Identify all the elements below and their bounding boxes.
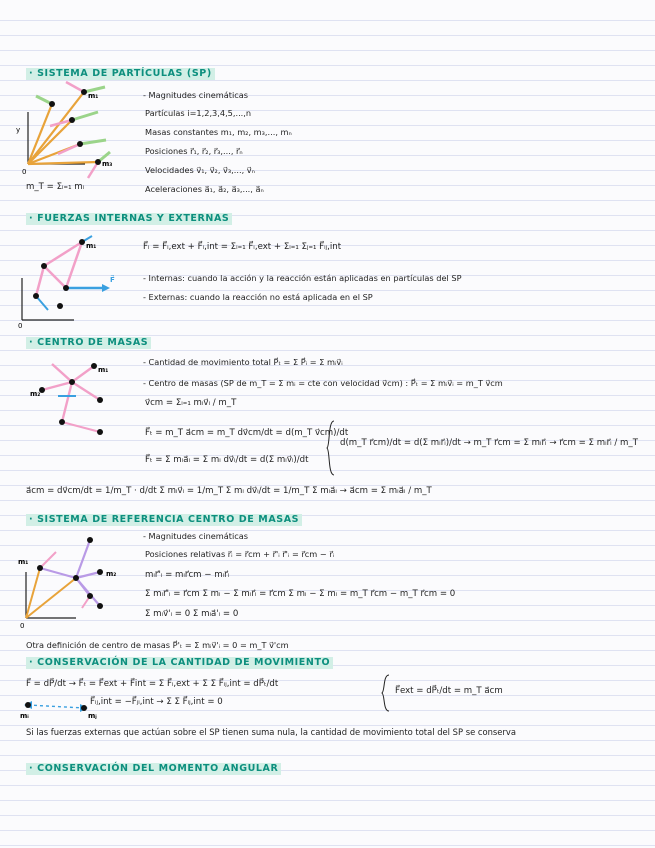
svg-text:m₃: m₃ (102, 160, 113, 168)
svg-text:m₂: m₂ (30, 390, 41, 398)
svg-text:m₁: m₁ (88, 92, 99, 100)
brace (326, 420, 336, 476)
s3-rcm-derivation: d(m_T r⃗cm)/dt = d(Σ mᵢr⃗ᵢ)/dt → m_T r⃗cm = Σ mᵢr⃗ᵢ → r⃗cm = Σ mᵢr⃗ᵢ / m_T (340, 438, 638, 448)
s1-particles: Partículas i=1,2,3,4,5,...,n (145, 108, 252, 118)
s4-mi-ri: mᵢr⃗'ᵢ = mᵢr⃗cm − mᵢr⃗ᵢ (145, 570, 230, 580)
total-mass-formula: m_T = Σᵢ₌₁ mᵢ (26, 182, 85, 192)
section-title-centro-masas: · CENTRO DE MASAS (26, 337, 151, 349)
s2-force-equation: F⃗ᵢ = F⃗ᵢ,ext + F⃗ᵢ,int = Σᵢ₌₁ F⃗ᵢ,ext + Σᵢ₌₁ Σⱼ₌₁ F⃗ᵢⱼ,int (143, 242, 342, 252)
svg-text:y: y (16, 126, 21, 134)
s1-positions: Posiciones r⃗₁, r⃗₂, r⃗₃,..., r⃗ₙ (145, 146, 243, 156)
s1-accelerations: Aceleraciones a⃗₁, a⃗₂, a⃗₃,..., a⃗ₙ (145, 184, 264, 194)
s4-sum-mi-ri: Σ mᵢr⃗'ᵢ = r⃗cm Σ mᵢ − Σ mᵢr⃗ᵢ = r⃗cm Σ mᵢ − Σ mᵢ = m_T r⃗cm − m_T r⃗cm = 0 (145, 589, 456, 599)
s2-external-forces: - Externas: cuando la reacción no está aplicada en el SP (143, 292, 373, 302)
s4-relative-positions: Posiciones relativas r⃗ᵢ = r⃗cm + r⃗'ᵢ r⃗'ᵢ = r⃗cm − r⃗ᵢ (145, 549, 335, 559)
svg-text:0: 0 (18, 322, 23, 330)
forces-diagram (14, 228, 134, 328)
svg-text:0: 0 (20, 622, 25, 630)
s1-kinematics-heading: - Magnitudes cinemáticas (143, 90, 249, 100)
svg-text:F⃗: F⃗ (110, 276, 115, 284)
s3-total-momentum: - Cantidad de movimiento total P⃗ₜ = Σ P⃗ᵢ = Σ mᵢv⃗ᵢ (143, 357, 343, 367)
section-title-referencia-cm: · SISTEMA DE REFERENCIA CENTRO DE MASAS (26, 514, 302, 526)
section-title-fuerzas: · FUERZAS INTERNAS Y EXTERNAS (26, 213, 232, 225)
center-of-mass-diagram (22, 352, 140, 442)
s4-sum-vi-ai: Σ mᵢv⃗'ᵢ = 0 Σ mᵢa⃗'ᵢ = 0 (145, 609, 239, 619)
svg-text:m₁: m₁ (18, 558, 29, 566)
s3-ft-cm: F⃗ₜ = m_T a⃗cm = m_T dv⃗cm/dt = d(m_T v⃗cm)/dt (145, 428, 349, 438)
s5-action-reaction: F⃗ᵢⱼ,int = −F⃗ⱼᵢ,int → Σ Σ F⃗ᵢⱼ,int = 0 (90, 697, 223, 707)
s3-acm: a⃗cm = dv⃗cm/dt = 1/m_T · d/dt Σ mᵢv⃗ᵢ = 1/m_T Σ mᵢ dv⃗ᵢ/dt = 1/m_T Σ mᵢa⃗ᵢ → a⃗cm = Σ mᵢa⃗ᵢ / m_T (26, 486, 432, 496)
s3-center-of-mass-def: - Centro de masas (SP de m_T = Σ mᵢ = cte con velocidad v⃗cm) : P⃗ₜ = Σ mᵢv⃗ᵢ = m_T v⃗cm (143, 378, 503, 388)
svg-text:mᵢ: mᵢ (20, 712, 29, 720)
s4-kinematics-heading: - Magnitudes cinemáticas (143, 531, 249, 541)
section-title-sistema-particulas: · SISTEMA DE PARTÍCULAS (SP) (26, 68, 215, 80)
s1-masses: Masas constantes m₁, m₂, m₃,..., mₙ (145, 127, 292, 137)
svg-text:0: 0 (22, 168, 27, 176)
s2-internal-forces: - Internas: cuando la acción y la reacción están aplicadas en partículas del SP (143, 273, 462, 283)
svg-text:m₁: m₁ (98, 366, 109, 374)
brace (381, 674, 391, 712)
s4-other-definition: Otra definición de centro de masas P⃗'ₜ = Σ mᵢv⃗'ᵢ = 0 = m_T v⃗'cm (26, 640, 289, 650)
svg-text:mⱼ: mⱼ (88, 712, 97, 720)
particle-system-diagram (10, 82, 130, 192)
cm-reference-diagram (16, 532, 138, 632)
svg-text:m₁: m₁ (86, 242, 97, 250)
s3-ft-sum: F⃗ₜ = Σ mᵢa⃗ᵢ = Σ mᵢ dv⃗ᵢ/dt = d(Σ mᵢv⃗ᵢ)/dt (145, 455, 309, 465)
s5-fext: F⃗ext = dP⃗ₜ/dt = m_T a⃗cm (395, 686, 503, 696)
s1-velocities: Velocidades v⃗₁, v⃗₂, v⃗₃,..., v⃗ₙ (145, 165, 255, 175)
section-title-momento-angular: · CONSERVACIÓN DEL MOMENTO ANGULAR (26, 763, 281, 775)
s3-vcm: v⃗cm = Σᵢ₌₁ mᵢv⃗ᵢ / m_T (145, 398, 237, 408)
s5-conservation-statement: Si las fuerzas externas que actúan sobre el SP tienen suma nula, la cantidad de movimiento total del SP se conserva (26, 727, 516, 737)
interaction-diagram (20, 696, 100, 720)
s5-momentum-derivative: F⃗ = dP⃗/dt → F⃗ₜ = F⃗ext + F⃗int = Σ F⃗ᵢ,ext + Σ Σ F⃗ᵢⱼ,int = dP⃗ₜ/dt (26, 679, 279, 689)
section-title-conservacion-cm: · CONSERVACIÓN DE LA CANTIDAD DE MOVIMIENTO (26, 657, 333, 669)
svg-text:m₂: m₂ (106, 570, 117, 578)
